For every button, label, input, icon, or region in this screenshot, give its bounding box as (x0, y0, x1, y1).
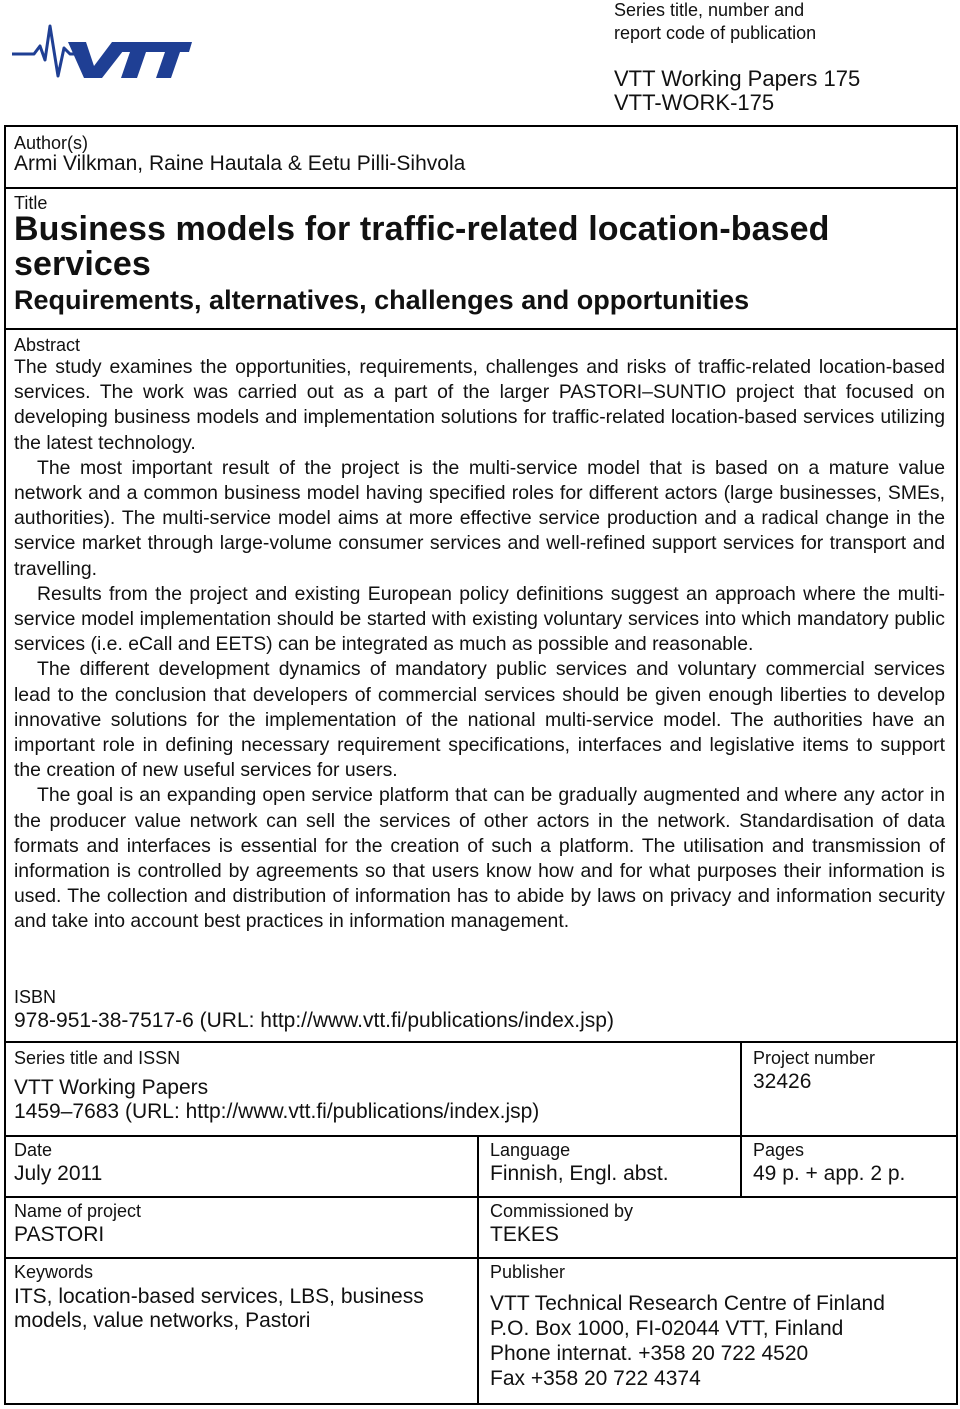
abstract-label: Abstract (14, 335, 81, 355)
rule-series (4, 1135, 958, 1137)
subtitle: Requirements, alternatives, challenges and opportunities (14, 285, 750, 315)
commissioned-value: TEKES (490, 1223, 559, 1246)
rule-isbn (4, 1041, 958, 1043)
series-issn-label: Series title and ISSN (14, 1048, 181, 1068)
title-line1: Business models for traffic-related location-based (14, 210, 830, 248)
keywords-line1: ITS, location-based services, LBS, business (14, 1285, 424, 1308)
keywords-line2: models, value networks, Pastori (14, 1309, 311, 1332)
abstract-paragraph-2: The most important result of the project is the multi-service model that is based on a mature value network and a common business model having specified roles for different actors (large businesses, SMEs, authorities). The multi-service model aims at more effective service production and a radical change in the service market through large-volume consumer services and well-refined support services for transport and travelling. (14, 456, 945, 580)
publisher-line2: P.O. Box 1000, FI-02044 VTT, Finland (490, 1317, 844, 1340)
series-label-line1: Series title, number and (614, 0, 805, 20)
divider-project-number (740, 1041, 742, 1198)
abstract-paragraph-5: The goal is an expanding open service platform that can be gradually augmented and where any actor in the producer value network can sell the services of other actors in the network. Standardisation of data formats and interfaces is essential for the creation of such a platform. The utilisation and transmission of information is controlled by agreements so that users know how and for what purposes their information is used. The collection and distribution of information has to abide by laws on privacy and information security and take into account best practices in information management. (14, 784, 945, 933)
project-number-label: Project number (753, 1048, 876, 1068)
rule-date (4, 1196, 958, 1198)
language-value: Finnish, Engl. abst. (490, 1162, 669, 1185)
divider-middle (477, 1135, 479, 1405)
publisher-line4: Fax +358 20 722 4374 (490, 1367, 701, 1390)
project-name-value: PASTORI (14, 1223, 105, 1246)
abstract-paragraph-1: The study examines the opportunities, requirements, challenges and risks of traffic-related location-based services. The work was carried out as a part of the larger PASTORI–SUNTIO project that focused on developing business models and implementation solutions for traffic-related location-based services utilizing the latest technology. (14, 356, 945, 454)
series-title: VTT Working Papers 175 (614, 66, 861, 91)
title-line2: services (14, 245, 151, 283)
abstract-body (14, 355, 945, 935)
pages-value: 49 p. + app. 2 p. (753, 1162, 906, 1185)
frame-left (4, 125, 6, 1405)
isbn-value: 978-951-38-7517-6 (URL: http://www.vtt.fi/publications/index.jsp) (14, 1009, 614, 1032)
rule-title (4, 328, 958, 330)
abstract-paragraph-3: Results from the project and existing European policy definitions suggest an approach where the multi-service model implementation should be started with existing voluntary services into which mandatory public services (i.e. eCall and EETS) can be integrated as much as possible and reasonable. (14, 582, 945, 656)
commissioned-label: Commissioned by (490, 1201, 634, 1221)
project-number-value: 32426 (753, 1070, 812, 1093)
publisher-line3: Phone internat. +358 20 722 4520 (490, 1342, 809, 1365)
authors-value: Armi Vilkman, Raine Hautala & Eetu Pilli-Sihvola (14, 152, 466, 175)
vtt-logo-icon (12, 20, 192, 84)
series-label-line2: report code of publication (614, 23, 817, 43)
keywords-label: Keywords (14, 1262, 94, 1282)
date-value: July 2011 (14, 1162, 103, 1185)
publisher-line1: VTT Technical Research Centre of Finland (490, 1292, 885, 1315)
rule-authors (4, 187, 958, 189)
series-issn-line2: 1459–7683 (URL: http://www.vtt.fi/publications/index.jsp) (14, 1100, 540, 1123)
language-label: Language (490, 1140, 571, 1160)
pages-label: Pages (753, 1140, 805, 1160)
rule-top (4, 125, 958, 127)
series-issn-line1: VTT Working Papers (14, 1076, 209, 1099)
authors-label: Author(s) (14, 133, 89, 153)
vtt-logo (12, 20, 192, 84)
abstract-paragraph-4: The different development dynamics of mandatory public services and voluntary commercial services lead to the conclusion that developers of commercial services should be given enough liberties to develop innovative solutions for the implementation of the national multi-service model. The authorities have an important role in defining necessary requirement specifications, interfaces and legislative items to support the creation of new useful services for users. (14, 658, 945, 782)
title-label: Title (14, 193, 48, 213)
rule-project (4, 1257, 958, 1259)
isbn-label: ISBN (14, 987, 57, 1007)
rule-bottom (4, 1403, 958, 1405)
report-code: VTT-WORK-175 (614, 90, 775, 115)
publisher-label: Publisher (490, 1262, 566, 1282)
date-label: Date (14, 1140, 53, 1160)
frame-right (956, 125, 958, 1405)
project-name-label: Name of project (14, 1201, 142, 1221)
